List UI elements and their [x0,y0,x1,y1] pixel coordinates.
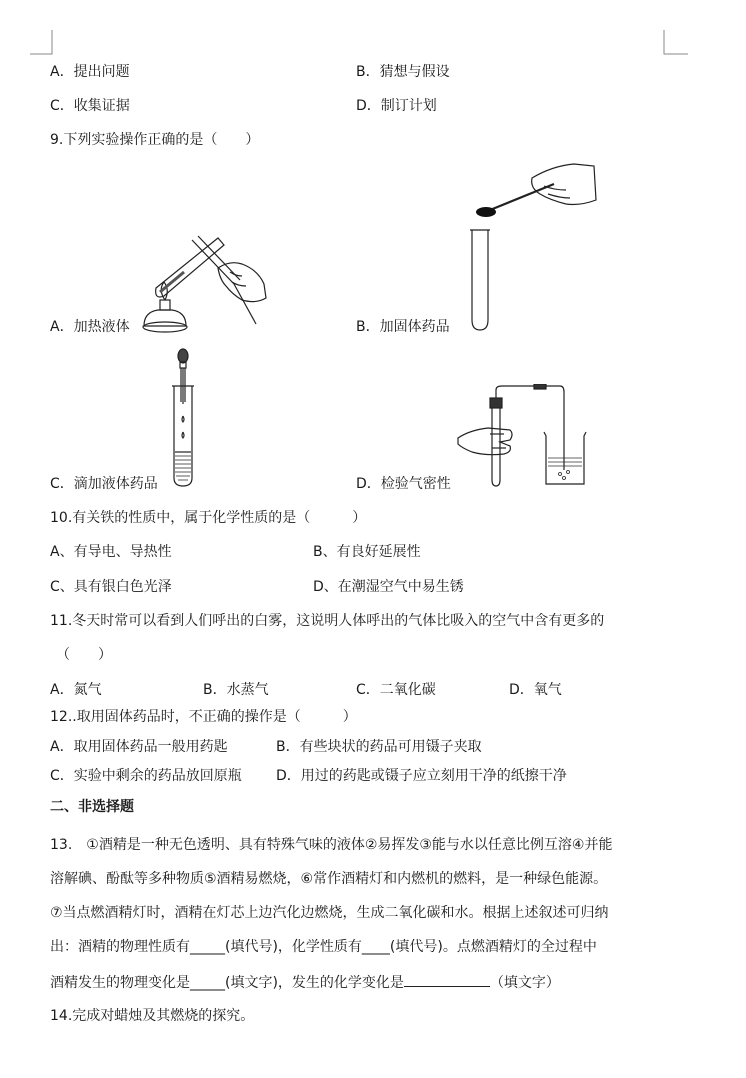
heating-liquid-figure [138,228,268,338]
q13-line-5-text: 酒精发生的物理变化是_____(填文字)，发生的化学变化是 [50,975,404,991]
q8-option-d: D．制订计划 [356,98,437,114]
q13-line-2: 溶解碘、酚酞等多种物质⑤酒精易燃烧，⑥常作酒精灯和内燃机的燃料，是一种绿色能源。 [50,871,608,887]
q11-option-c: C．二氧化碳 [356,682,436,698]
q12-stem: 12..取用固体药品时，不正确的操作是（ ） [50,709,357,725]
corner-mark-left [30,30,54,56]
q9-option-c: C．滴加液体药品 [50,476,158,492]
q8-option-b: B．猜想与假设 [356,64,450,80]
q10-stem: 10.有关铁的性质中，属于化学性质的是（ ） [50,510,367,526]
q12-option-a: A．取用固体药品一般用药匙 [50,739,228,755]
q11-option-a: A．氮气 [50,682,102,698]
q11-stem: 11.冬天时常可以看到人们呼出的白雾，这说明人体呼出的气体比吸入的空气中含有更多的 [50,613,605,629]
q8-option-c: C．收集证据 [50,98,130,114]
q10-option-d: D、在潮湿空气中易生锈 [313,579,464,595]
q11-answer-paren: （ ） [56,647,112,663]
q10-option-a: A、有导电、导热性 [50,544,172,560]
q12-option-b: B．有些块状的药品可用镊子夹取 [276,739,482,755]
q9-option-b: B．加固体药品 [356,319,450,335]
q14-stem: 14.完成对蜡烛及其燃烧的探究。 [50,1008,255,1024]
q13-line-5 [50,972,560,992]
q11-option-b: B．水蒸气 [203,682,269,698]
q8-option-a: A．提出问题 [50,64,130,80]
answer-blank[interactable] [404,972,490,987]
q9-stem: 9.下列实验操作正确的是（ ） [50,132,260,148]
q10-option-c: C、具有银白色光泽 [50,579,172,595]
q13-line-3: ⑦当点燃酒精灯时，酒精在灯芯上边汽化边燃烧，生成二氧化碳和水。根据上述叙述可归纳 [50,905,609,921]
section-heading: 二、非选择题 [50,799,134,815]
q12-option-c: C．实验中剩余的药品放回原瓶 [50,768,242,784]
airtightness-check-figure [456,384,588,488]
q12-option-d: D．用过的药匙或镊子应立刻用干净的纸擦干净 [276,768,567,784]
q9-option-d: D．检验气密性 [356,476,451,492]
q9-option-a: A．加热液体 [50,319,130,335]
q13-line-1: 13. ①酒精是一种无色透明、具有特殊气味的液体②易挥发③能与水以任意比例互溶④并能 [50,837,613,853]
q11-option-d: D．氧气 [509,682,562,698]
adding-solid-figure [470,160,600,332]
corner-mark-right [662,30,688,56]
dropping-liquid-figure [168,346,198,488]
q10-option-b: B、有良好延展性 [313,544,421,560]
q13-line-5-suffix: （填文字） [489,975,560,991]
q13-line-4: 出：酒精的物理性质有_____(填代号)，化学性质有____(填代号)。点燃酒精灯的全过程中 [50,939,597,955]
